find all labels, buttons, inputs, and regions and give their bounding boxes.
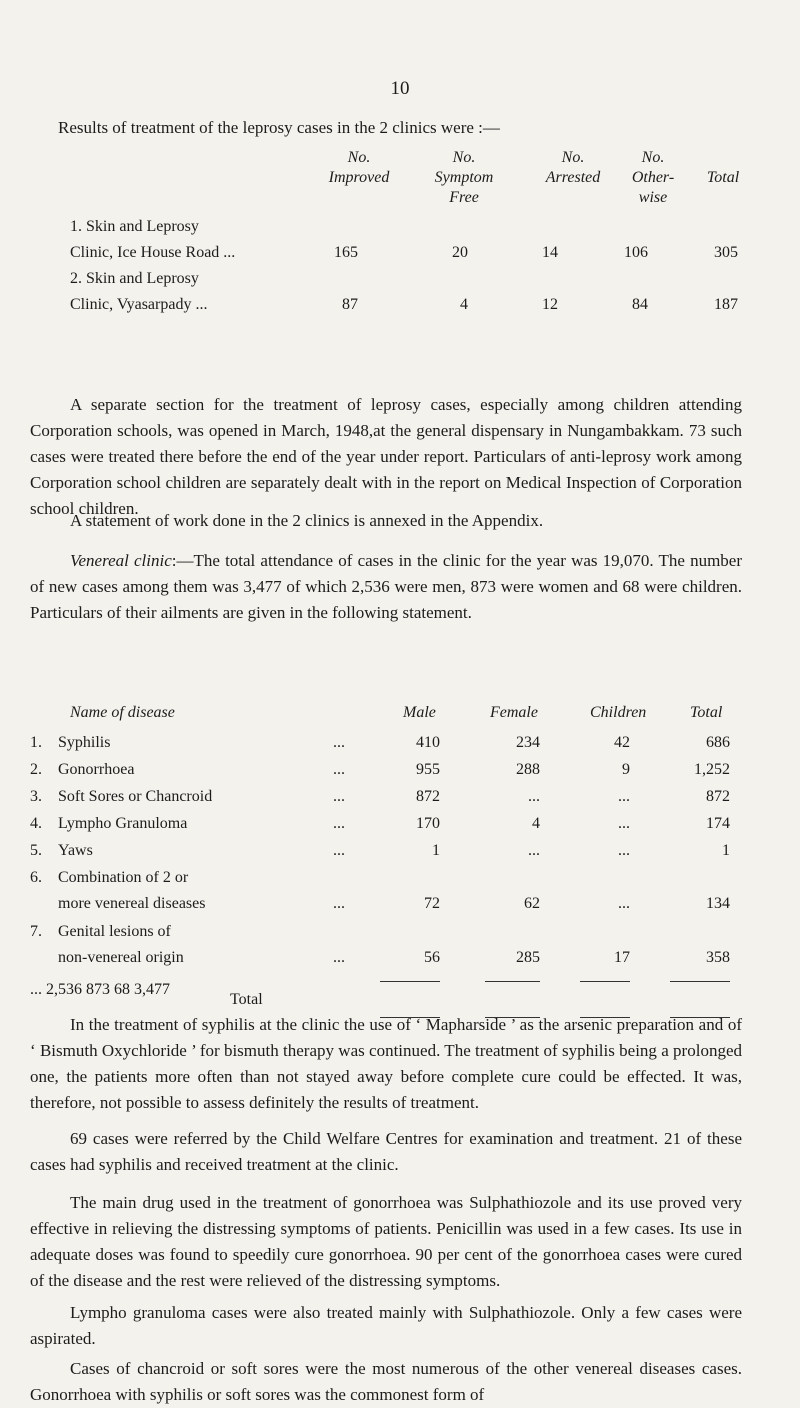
value-male: 72 <box>424 895 440 912</box>
total-male: 2,536 <box>46 981 82 998</box>
paragraph-text: Lympho granuloma cases were also treated mainly with Sulphathiozole. Only a few cases were aspirated. <box>30 1303 742 1348</box>
paragraph-appendix <box>30 508 742 534</box>
paragraph-chancroid <box>30 1356 742 1408</box>
paragraph-text <box>30 548 742 626</box>
header-text: wise <box>638 189 668 206</box>
value-symptom-free: 4 <box>460 296 468 313</box>
value-total: 358 <box>706 949 730 966</box>
value-children: 17 <box>614 949 630 966</box>
value-improved: 87 <box>342 296 358 313</box>
paragraph-text: A statement of work done in the 2 clinics is annexed in the Appendix. <box>70 511 544 530</box>
rule-line <box>670 981 730 982</box>
value-female: 285 <box>516 949 540 966</box>
leader-dots: ... <box>333 949 345 966</box>
value-total: 872 <box>706 788 730 805</box>
value-improved: 165 <box>334 244 358 261</box>
header-children: Children <box>590 704 647 721</box>
value-female: ... <box>528 788 540 805</box>
rule-line <box>485 981 540 982</box>
rule-line <box>380 981 440 982</box>
value-male: 56 <box>424 949 440 966</box>
header-total: Total <box>690 704 723 721</box>
value-arrested: 12 <box>542 296 558 313</box>
header-text: Other- <box>631 169 675 186</box>
value-symptom-free: 20 <box>452 244 468 261</box>
paragraph-lympho-granuloma <box>30 1300 742 1352</box>
leader-dots: ... <box>333 842 345 859</box>
value-male: 1 <box>432 842 440 859</box>
disease-name: Lympho Granuloma <box>58 815 188 832</box>
leprosy-table-header <box>58 148 738 214</box>
value-total: 686 <box>706 734 730 751</box>
value-children: ... <box>618 815 630 832</box>
value-total: 134 <box>706 895 730 912</box>
header-text: Symptom <box>434 169 494 186</box>
row-index: 5. <box>30 842 42 859</box>
header-text: Free <box>449 189 479 206</box>
total-female: 873 <box>86 981 110 998</box>
value-children: ... <box>618 842 630 859</box>
disease-row <box>30 757 740 784</box>
leader-dots: ... <box>333 734 345 751</box>
disease-row <box>30 919 740 973</box>
clinic-name <box>58 266 338 318</box>
value-female: 4 <box>532 815 540 832</box>
header-female: Female <box>490 704 538 721</box>
value-otherwise: 84 <box>632 296 648 313</box>
header-text: Total <box>706 169 740 186</box>
paragraph-syphilis-treatment <box>30 1012 742 1116</box>
paragraph-child-welfare <box>30 1126 742 1178</box>
header-text: No. <box>561 149 585 166</box>
disease-row <box>30 838 740 865</box>
value-female: 234 <box>516 734 540 751</box>
row-index: 2. <box>30 761 42 778</box>
disease-name-line: non-venereal origin <box>58 949 184 966</box>
row-index: 3. <box>30 788 42 805</box>
value-otherwise: 106 <box>624 244 648 261</box>
value-total: 1 <box>722 842 730 859</box>
leader-dots: ... <box>333 815 345 832</box>
disease-name: Gonorrhoea <box>58 761 135 778</box>
paragraph-venereal-clinic <box>30 548 742 626</box>
value-total: 187 <box>714 296 738 313</box>
venereal-clinic-heading: Venereal clinic <box>70 551 172 570</box>
row-index: 4. <box>30 815 42 832</box>
disease-name: Yaws <box>58 842 93 859</box>
disease-row <box>30 865 740 919</box>
header-symptom-free <box>414 148 514 208</box>
value-children: 9 <box>622 761 630 778</box>
leader-dots: ... <box>30 981 42 998</box>
rule-line <box>580 981 630 982</box>
header-arrested <box>528 148 618 188</box>
venereal-disease-table <box>30 700 740 1021</box>
value-female: ... <box>528 842 540 859</box>
leader-dots: ... <box>333 788 345 805</box>
header-text: Improved <box>328 169 390 186</box>
clinic-name-line: Clinic, Ice House Road ... <box>70 244 236 261</box>
header-text: No. <box>641 149 665 166</box>
page-number: 10 <box>390 78 410 99</box>
paragraph-gonorrhoea <box>30 1190 742 1294</box>
paragraph-leprosy-schools <box>30 392 742 522</box>
value-female: 62 <box>524 895 540 912</box>
disease-row <box>30 784 740 811</box>
clinic-name-line: 2. Skin and Leprosy <box>70 270 199 287</box>
paragraph-text: The main drug used in the treatment of gonorrhoea was Sulphathiozole and its use proved very effective in relieving the distressing symptoms of patients. Penicillin was used in a few cases. Its use in adequate doses was found to speedily cure gonorrhoea. 90 per cent of the gonorrhoea cases were cured of the disease and the rest were relieved of the distressing symptoms. <box>30 1193 742 1290</box>
value-male: 410 <box>416 734 440 751</box>
disease-row <box>30 811 740 838</box>
value-arrested: 14 <box>542 244 558 261</box>
value-children: 42 <box>614 734 630 751</box>
leprosy-results-table <box>58 148 738 318</box>
header-text: No. <box>452 149 476 166</box>
value-male: 955 <box>416 761 440 778</box>
header-male: Male <box>403 704 436 721</box>
value-male: 170 <box>416 815 440 832</box>
disease-name-line: more venereal diseases <box>58 895 206 912</box>
venereal-table-header <box>30 700 740 730</box>
leader-dots: ... <box>333 761 345 778</box>
clinic-name <box>58 214 338 266</box>
disease-name: Syphilis <box>58 734 111 751</box>
value-children: ... <box>618 788 630 805</box>
total-children: 68 <box>114 981 130 998</box>
value-total: 174 <box>706 815 730 832</box>
value-total: 305 <box>714 244 738 261</box>
value-female: 288 <box>516 761 540 778</box>
disease-name-line: Combination of 2 or <box>58 869 189 886</box>
paragraph-text: 69 cases were referred by the Child Welfare Centres for examination and treatment. 21 of these cases had syphilis and received treatment at the clinic. <box>30 1129 742 1174</box>
venereal-clinic-text: :—The total attendance of cases in the clinic for the year was 19,070. The number of new cases among them was 3,477 of which 2,536 were men, 873 were women and 68 were children. Particulars of their ailments are given in the following statement. <box>30 551 743 622</box>
row-index: 1. <box>30 734 42 751</box>
paragraph-text: Cases of chancroid or soft sores were the most numerous of the other venereal diseases cases. Gonorrhoea with syphilis or soft sores was the commonest form of <box>30 1359 742 1404</box>
value-children: ... <box>618 895 630 912</box>
disease-name-line: Genital lesions of <box>58 923 171 940</box>
header-name-of-disease: Name of disease <box>70 704 175 721</box>
row-index: 6. <box>30 869 42 886</box>
total-total: 3,477 <box>134 981 170 998</box>
paragraph-text: In the treatment of syphilis at the clinic the use of ‘ Mapharside ’ as the arsenic preparation and of ‘ Bismuth Oxychloride ’ for bismuth therapy was continued. The treatment of syphilis being a prolonged one, the patients more often than not stayed away before complete cure could be effected. It was, therefore, not possible to assess definitely the results of treatment. <box>30 1015 742 1112</box>
value-total: 1,252 <box>694 761 730 778</box>
header-text: No. <box>347 149 371 166</box>
disease-name: Soft Sores or Chancroid <box>58 788 213 805</box>
disease-name <box>58 865 328 917</box>
total-label: Total <box>230 991 263 1008</box>
header-total <box>688 168 758 188</box>
value-male: 872 <box>416 788 440 805</box>
clinic-name-line: 1. Skin and Leprosy <box>70 218 199 235</box>
leprosy-row <box>58 266 738 318</box>
paragraph-text: A separate section for the treatment of leprosy cases, especially among children attending Corporation schools, was opened in March, 1948,at the general dispensary in Nungambakkam. 73 such cases were treated there before the end of the year under report. Particulars of anti-leprosy work among Corporation school children are separately dealt with in the report on Medical Inspection of Corporation school children. <box>30 395 742 518</box>
leprosy-row <box>58 214 738 266</box>
leprosy-results-intro: Results of treatment of the leprosy cases in the 2 clinics were :— <box>58 118 500 137</box>
header-text: Arrested <box>545 169 601 186</box>
disease-row <box>30 730 740 757</box>
clinic-name-line: Clinic, Vyasarpady ... <box>70 296 208 313</box>
leader-dots: ... <box>333 895 345 912</box>
header-improved <box>304 148 414 188</box>
disease-name <box>58 919 328 971</box>
row-index: 7. <box>30 923 42 940</box>
header-otherwise <box>618 148 688 208</box>
